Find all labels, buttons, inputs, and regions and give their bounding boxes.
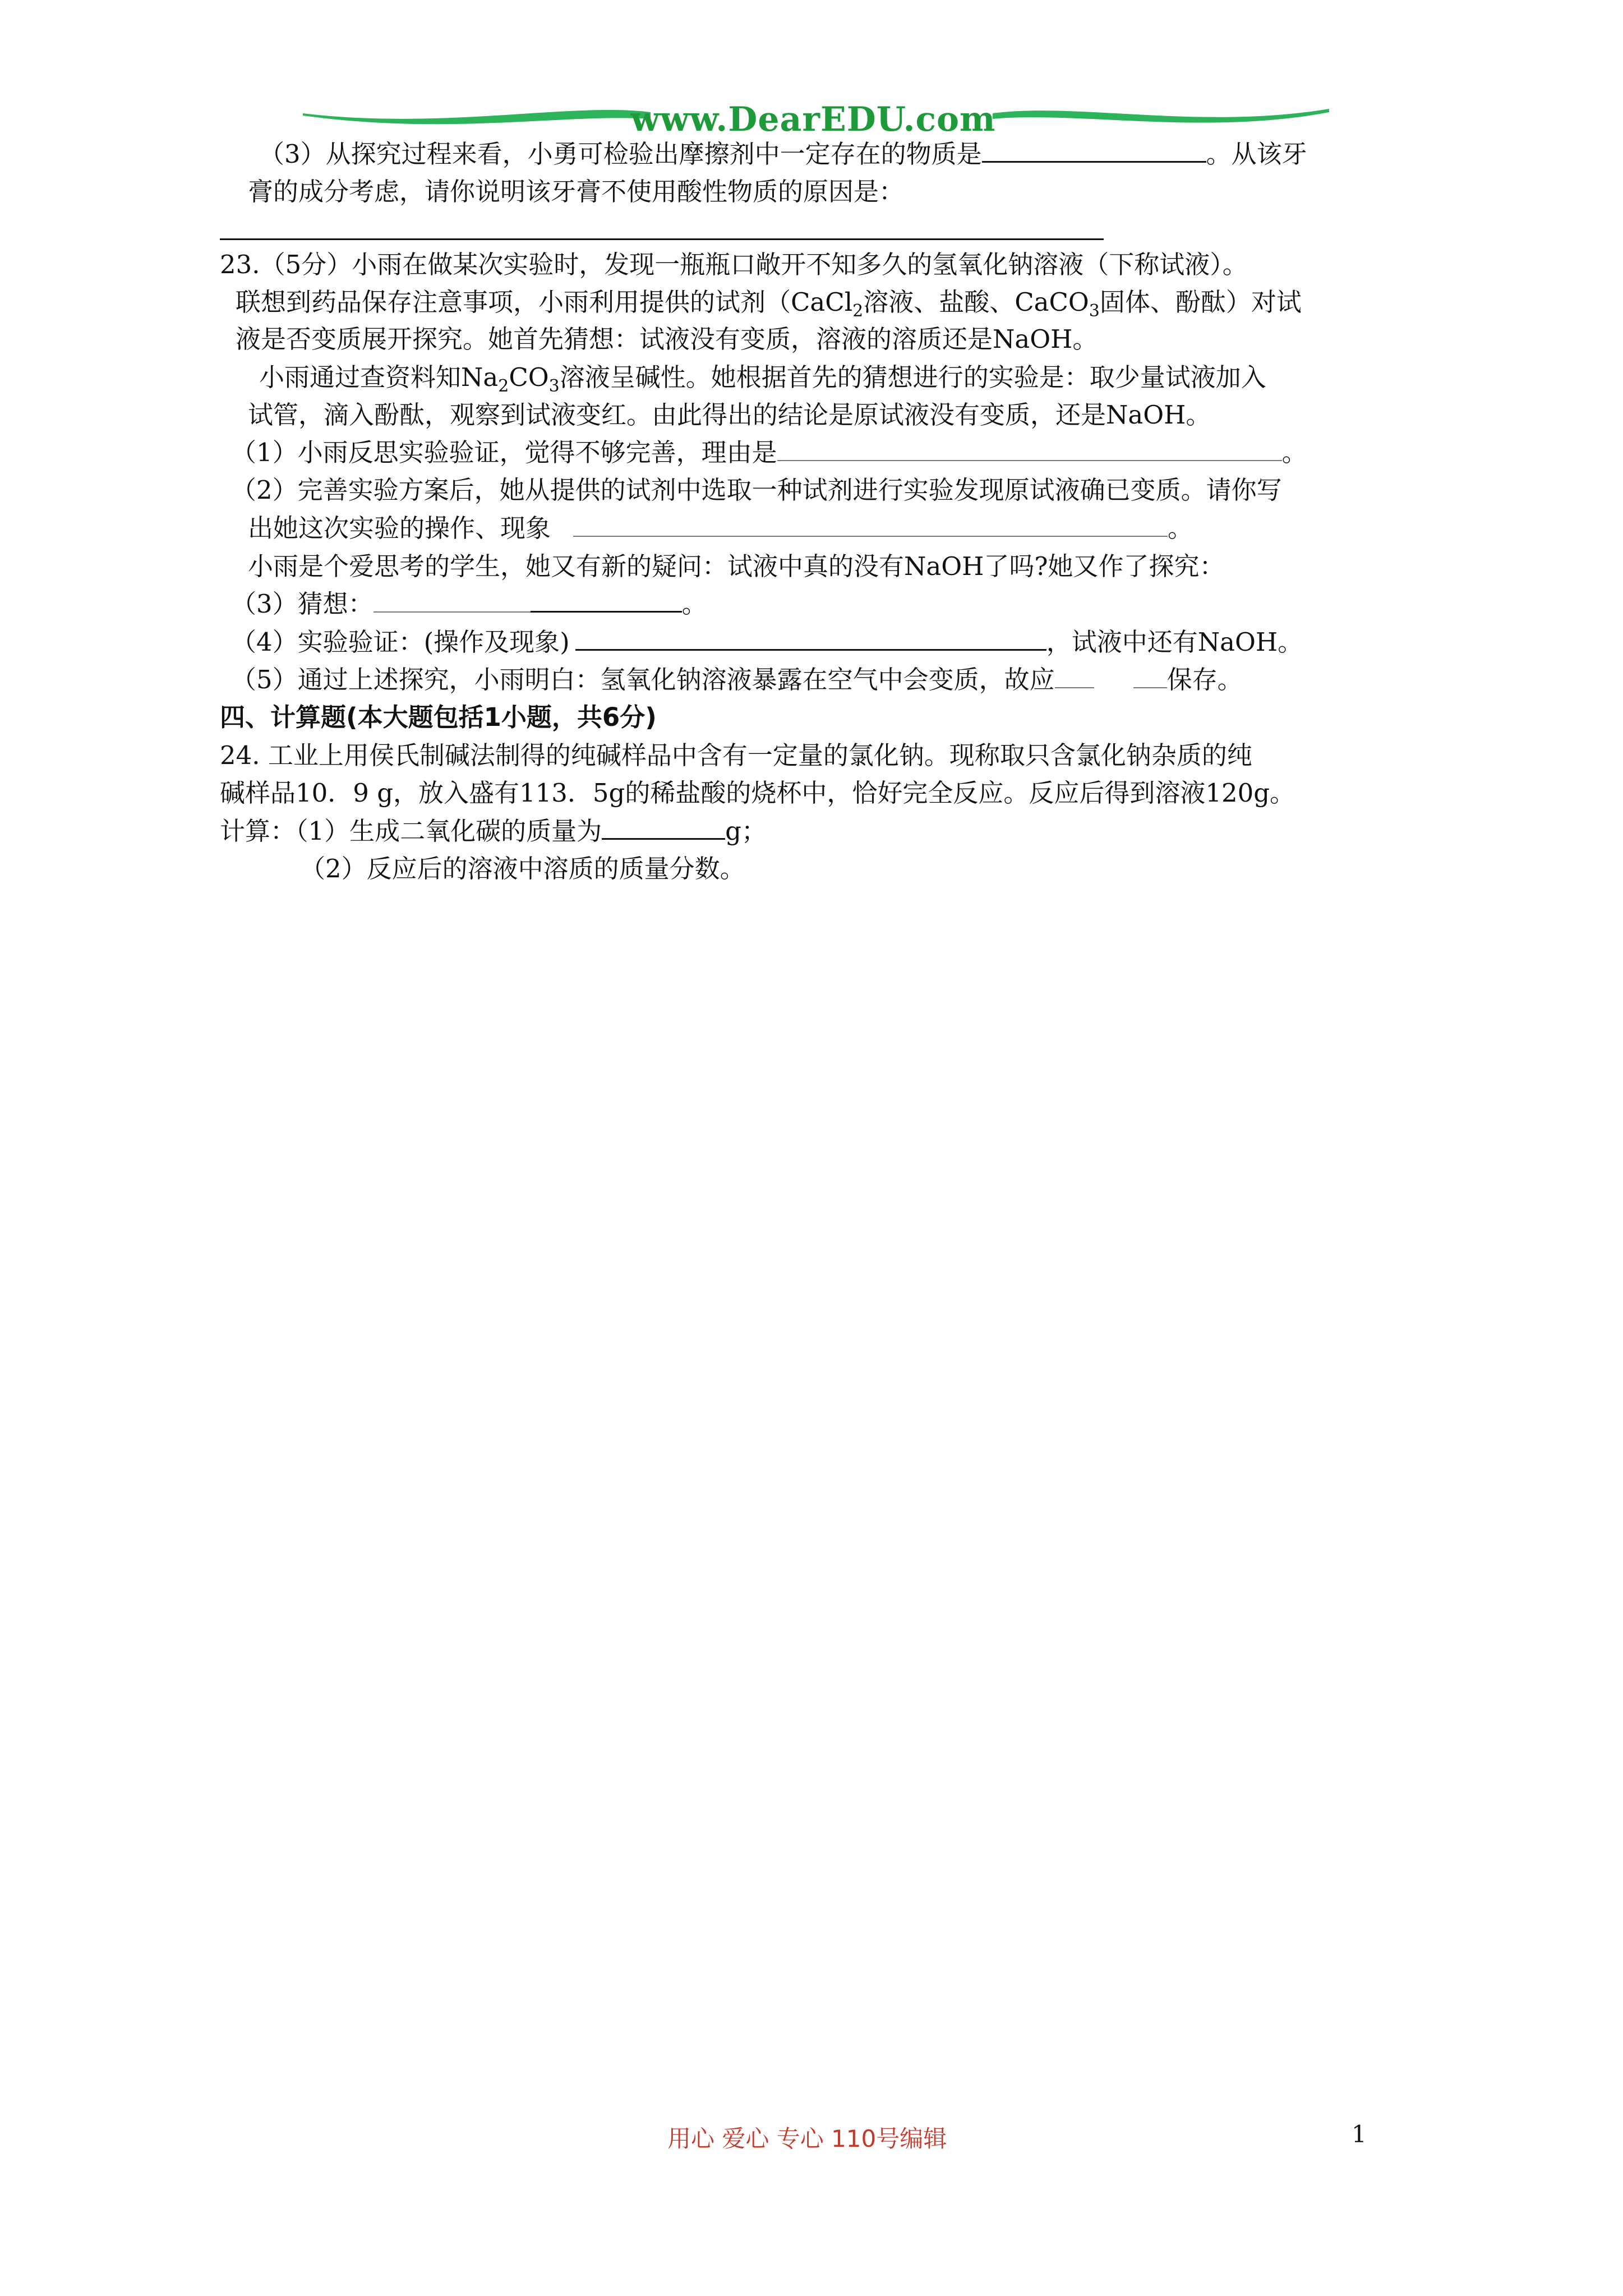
answer-blank [982, 136, 1206, 163]
answer-blank [575, 624, 1046, 651]
answer-blank [1133, 662, 1167, 688]
page-number: 1 [1352, 2120, 1367, 2148]
text-line: （3）猜想： 。 [231, 586, 707, 622]
answer-blank [1055, 662, 1094, 688]
text-line: （5）通过上述探究，小雨明白：氢氧化钠溶液暴露在空气中会变质，故应 保存。 [231, 662, 1243, 698]
footer-text: 用心 爱心 专心 110号编辑 [667, 2125, 947, 2152]
text-line: 试管，滴入酚酞，观察到试液变红。由此得出的结论是原试液没有变质，还是NaOH。 [248, 400, 1211, 430]
text-line: （1）小雨反思实验验证，觉得不够完善，理由是 。 [231, 435, 1307, 471]
text-line: 联想到药品保存注意事项，小雨利用提供的试剂（CaCl$_2$溶液、盐酸、CaCO$_3$固体、酚酞）对试 [236, 287, 1302, 321]
section-heading: 四、计算题(本大题包括1小题，共6分) [220, 702, 657, 732]
text-line: （2）反应后的溶液中溶质的质量分数。 [300, 854, 745, 884]
answer-blank [374, 587, 531, 613]
answer-blank [602, 813, 725, 840]
answer-line [220, 238, 1104, 240]
text-line: （3）从探究过程来看，小勇可检验出摩擦剂中一定存在的物质是 。从该牙 [259, 136, 1307, 172]
text-line: 出她这次实验的操作、现象 。 [248, 510, 1193, 546]
text-line: （2）完善实验方案后，她从提供的试剂中选取一种试剂进行实验发现原试液确已变质。请你写 [231, 475, 1282, 505]
text-line: （4）实验验证：(操作及现象) ，试液中还有NaOH。 [231, 624, 1303, 660]
text-line: 膏的成分考虑，请你说明该牙膏不使用酸性物质的原因是： [248, 177, 905, 206]
text-line: 小雨通过查资料知$Na_2CO_3$溶液呈碱性。她根据首先的猜想进行的实验是：取少量试液加入 [259, 362, 1266, 396]
text-line: 小雨是个爱思考的学生，她又有新的疑问：试液中真的没有NaOH了吗?她又作了探究： [248, 551, 1225, 581]
text-line: 液是否变质展开探究。她首先猜想：试液没有变质，溶液的溶质还是NaOH。 [236, 324, 1098, 354]
question-24-intro: 24. 工业上用侯氏制碱法制得的纯碱样品中含有一定量的氯化钠。现称取只含氯化钠杂质的纯 [220, 740, 1252, 770]
question-23-intro: 23.（5分）小雨在做某次实验时，发现一瓶瓶口敞开不知多久的氢氧化钠溶液（下称试液）。 [220, 250, 1248, 279]
answer-blank [573, 511, 1168, 537]
text-line: 计算：（1）生成二氧化碳的质量为 g； [220, 813, 767, 849]
text-line: 碱样品10．9 g，放入盛有113．5g的稀盐酸的烧杯中，恰好完全反应。反应后得到溶液120g。 [220, 778, 1295, 808]
answer-blank [531, 586, 682, 613]
header-logo: www.DearEDU.com [630, 100, 996, 139]
answer-blank [777, 435, 1282, 461]
